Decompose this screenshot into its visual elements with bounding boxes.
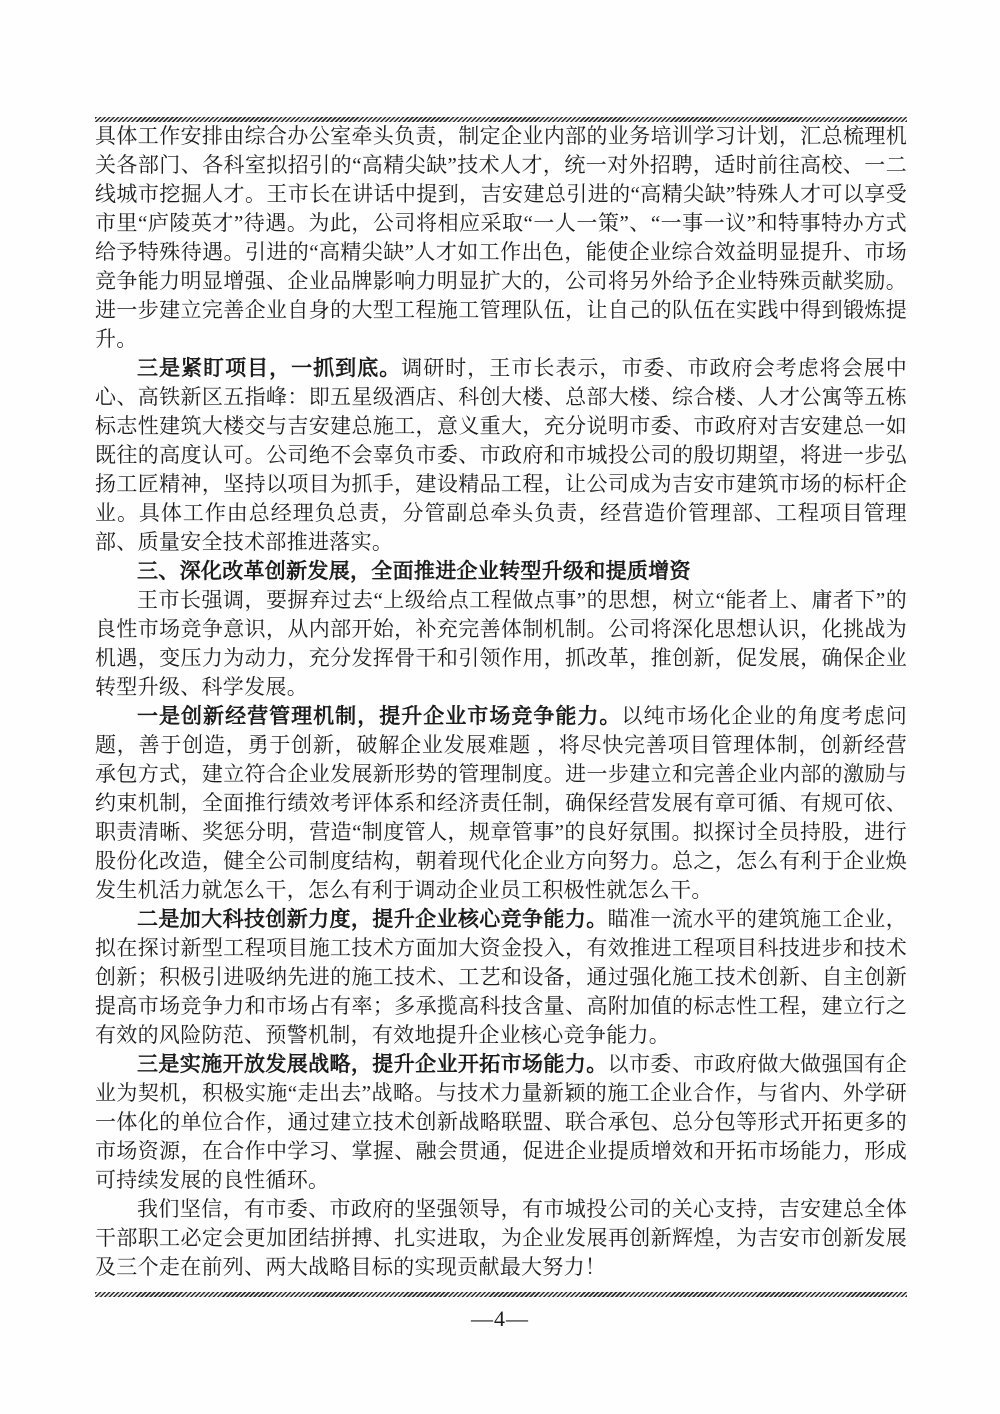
paragraph-text: 以纯市场化企业的角度考虑问题，善于创造，勇于创新，破解企业发展难题 ，将尽快完善项目管理体制，创新经营承包方式，建立符合企业发展新形势的管理制度。进一步建立和完善企业内部的激励与约束机制，全面推行绩效考评体系和经济责任制，确保经营发展有章可循、有规可依、职责清晰、奖惩分明，营造“制度管人，规章管事”的良好氛围。拟探讨全员持股，进行股份化改造，健全公司制度结构，朝着现代化企业方向努力。总之，怎么有利于企业焕发生机活力就怎么干，怎么有利于调动企业员工积极性就怎么干。 <box>95 704 907 902</box>
body-paragraph <box>95 122 907 354</box>
body-paragraph <box>95 586 907 702</box>
paragraph-text: 以市委、市政府做大做强国有企业为契机，积极实施“走出去”战略。与技术力量新颖的施工企业合作，与省内、外学研一体化的单位合作，通过建立技术创新战略联盟、联合承包、总分包等形式开拓更多的市场资源，在合作中学习、掌握、融会贯通，促进企业提质增效和开拓市场能力，形成可持续发展的良性循环。 <box>95 1052 907 1192</box>
paragraph-text: 具体工作安排由综合办公室牵头负责，制定企业内部的业务培训学习计划，汇总梳理机关各部门、各科室拟招引的“高精尖缺”技术人才，统一对外招聘，适时前往高校、一二线城市挖掘人才。王市长在讲话中提到，吉安建总引进的“高精尖缺”特殊人才可以享受市里“庐陵英才”待遇。为此，公司将相应采取“一人一策”、“一事一议”和特事特办方式给予特殊待遇。引进的“高精尖缺”人才如工作出色，能使企业综合效益明显提升、市场竞争能力明显增强、企业品牌影响力明显扩大的，公司将另外给予企业特殊贡献奖励。进一步建立完善企业自身的大型工程施工管理队伍，让自己的队伍在实践中得到锻炼提升。 <box>95 124 907 351</box>
paragraph-text: 瞄准一流水平的建筑施工企业，拟在探讨新型工程项目施工技术方面加大资金投入，有效推进工程项目科技进步和技术创新；积极引进吸纳先进的施工技术、工艺和设备，通过强化施工技术创新、自主创新提高市场竞争力和市场占有率；多承揽高科技含量、高附加值的标志性工程，建立行之有效的风险防范、预警机制，有效地提升企业核心竞争能力。 <box>95 907 907 1047</box>
paragraph-lead: 二是加大科技创新力度，提升企业核心竞争能力。 <box>137 908 608 931</box>
body-paragraph <box>95 702 907 905</box>
bottom-border-rule <box>95 1292 907 1297</box>
section-heading-text: 三、深化改革创新发展，全面推进企业转型升级和提质增资 <box>137 560 691 583</box>
paragraph-lead: 三是紧盯项目，一抓到底。 <box>137 357 402 380</box>
body-paragraph <box>95 1050 907 1195</box>
paragraph-text: 王市长强调，要摒弃过去“上级给点工程做点事”的思想，树立“能者上、庸者下”的良性市场竞争意识，从内部开始，补充完善体制机制。公司将深化思想认识，化挑战为机遇，变压力为动力，充分发挥骨干和引领作用，抓改革，推创新，促发展，确保企业转型升级、科学发展。 <box>95 588 907 699</box>
paragraph-lead: 一是创新经营管理机制，提升企业市场竞争能力。 <box>137 705 622 728</box>
body-paragraph <box>95 1195 907 1282</box>
page-number: —4— <box>471 1306 529 1331</box>
body-paragraph <box>95 905 907 1050</box>
paragraph-lead: 三是实施开放发展战略，提升企业开拓市场能力。 <box>137 1053 608 1076</box>
section-heading <box>95 557 907 586</box>
document-body <box>95 122 907 1282</box>
paragraph-text: 我们坚信，有市委、市政府的坚强领导，有市城投公司的关心支持，吉安建总全体干部职工必定会更加团结拼搏、扎实进取，为企业发展再创新辉煌，为吉安市创新发展及三个走在前列、两大战略目标的实现贡献最大努力！ <box>95 1197 907 1279</box>
body-paragraph <box>95 354 907 557</box>
paragraph-text: 调研时，王市长表示，市委、市政府会考虑将会展中心、高铁新区五指峰：即五星级酒店、科创大楼、总部大楼、综合楼、人才公寓等五栋标志性建筑大楼交与吉安建总施工，意义重大，充分说明市委、市政府对吉安建总一如既往的高度认可。公司绝不会辜负市委、市政府和市城投公司的殷切期望，将进一步弘扬工匠精神，坚持以项目为抓手，建设精品工程，让公司成为吉安市建筑市场的标杆企业。具体工作由总经理负总责，分管副总牵头负责，经营造价管理部、工程项目管理部、质量安全技术部推进落实。 <box>95 356 907 554</box>
